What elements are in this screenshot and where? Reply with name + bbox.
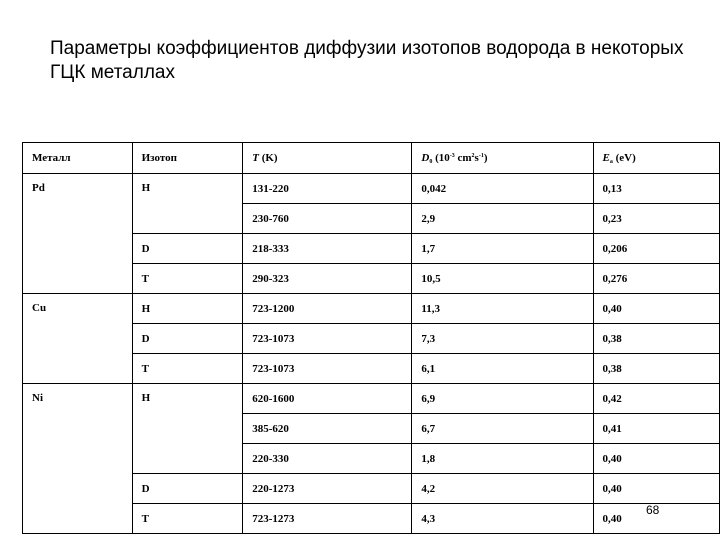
temperature-cell: 723-1200 (243, 294, 412, 324)
d-exponent: -3 (449, 152, 455, 159)
d-exponent-3: -1 (478, 152, 484, 159)
table-row (23, 174, 720, 204)
header-temperature (243, 143, 412, 174)
e-unit: (eV) (615, 151, 636, 164)
ea-cell: 0,40 (593, 294, 719, 324)
temperature-cell: 131-220 (243, 174, 412, 204)
isotope-cell: T (132, 354, 243, 384)
ea-cell: 0,276 (593, 264, 719, 294)
page-title (50, 37, 720, 85)
d-unit-cm: cm (457, 151, 472, 164)
ea-cell: 0,206 (593, 234, 719, 264)
temperature-cell: 290-323 (243, 264, 412, 294)
temperature-cell: 723-1273 (243, 504, 412, 534)
d0-cell: 11,3 (412, 294, 593, 324)
ea-cell: 0,23 (593, 204, 719, 234)
d0-cell: 1,8 (412, 444, 593, 474)
diffusion-parameters-table (22, 142, 720, 534)
header-activation-energy (593, 143, 719, 174)
temperature-cell: 723-1073 (243, 354, 412, 384)
table-row (23, 384, 720, 414)
isotope-cell: T (132, 504, 243, 534)
e-symbol: E (602, 151, 610, 164)
ea-cell: 0,40 (593, 504, 719, 534)
metal-cell: Pd (23, 174, 133, 294)
temp-symbol: T (252, 152, 259, 164)
d-subscript: 0 (429, 158, 433, 165)
d-unit-open: (10 (435, 151, 450, 164)
title-line-2: ГЦК металлах (50, 62, 175, 83)
metal-cell: Ni (23, 384, 133, 534)
d-symbol: D (421, 151, 430, 164)
d0-cell: 6,1 (412, 354, 593, 384)
page-number: 68 (646, 503, 660, 517)
isotope-cell: T (132, 264, 243, 294)
isotope-cell: D (132, 474, 243, 504)
ea-cell: 0,40 (593, 444, 719, 474)
ea-cell: 0,42 (593, 384, 719, 414)
d-unit-s: s (474, 151, 479, 164)
table-header-row (23, 143, 720, 174)
d0-cell: 6,7 (412, 414, 593, 444)
d0-cell: 6,9 (412, 384, 593, 414)
temperature-cell: 220-1273 (243, 474, 412, 504)
temperature-cell: 220-330 (243, 444, 412, 474)
temperature-cell: 230-760 (243, 204, 412, 234)
title-line-1: Параметры коэффициентов диффузии изотопов водорода в некоторых (50, 38, 684, 59)
table-row (23, 294, 720, 324)
d0-cell: 1,7 (412, 234, 593, 264)
header-isotope: Изотоп (132, 143, 243, 174)
isotope-cell: D (132, 324, 243, 354)
header-metal: Металл (23, 143, 133, 174)
d0-cell: 0,042 (412, 174, 593, 204)
d-unit-close: ) (483, 151, 488, 164)
temperature-cell: 385-620 (243, 414, 412, 444)
metal-cell: Cu (23, 294, 133, 384)
d0-cell: 10,5 (412, 264, 593, 294)
d-exponent-2: 2 (471, 152, 475, 159)
d0-cell: 2,9 (412, 204, 593, 234)
isotope-cell: H (132, 384, 243, 474)
ea-cell: 0,40 (593, 474, 719, 504)
d0-cell: 4,3 (412, 504, 593, 534)
ea-cell: 0,41 (593, 414, 719, 444)
d0-cell: 4,2 (412, 474, 593, 504)
e-subscript: a (609, 158, 613, 165)
ea-cell: 0,38 (593, 354, 719, 384)
isotope-cell: H (132, 294, 243, 324)
temperature-cell: 620-1600 (243, 384, 412, 414)
ea-cell: 0,38 (593, 324, 719, 354)
temp-unit: (K) (261, 152, 278, 164)
temperature-cell: 723-1073 (243, 324, 412, 354)
isotope-cell: H (132, 174, 243, 234)
ea-cell: 0,13 (593, 174, 719, 204)
isotope-cell: D (132, 234, 243, 264)
header-diffusion-coefficient (412, 143, 593, 174)
d0-cell: 7,3 (412, 324, 593, 354)
temperature-cell: 218-333 (243, 234, 412, 264)
